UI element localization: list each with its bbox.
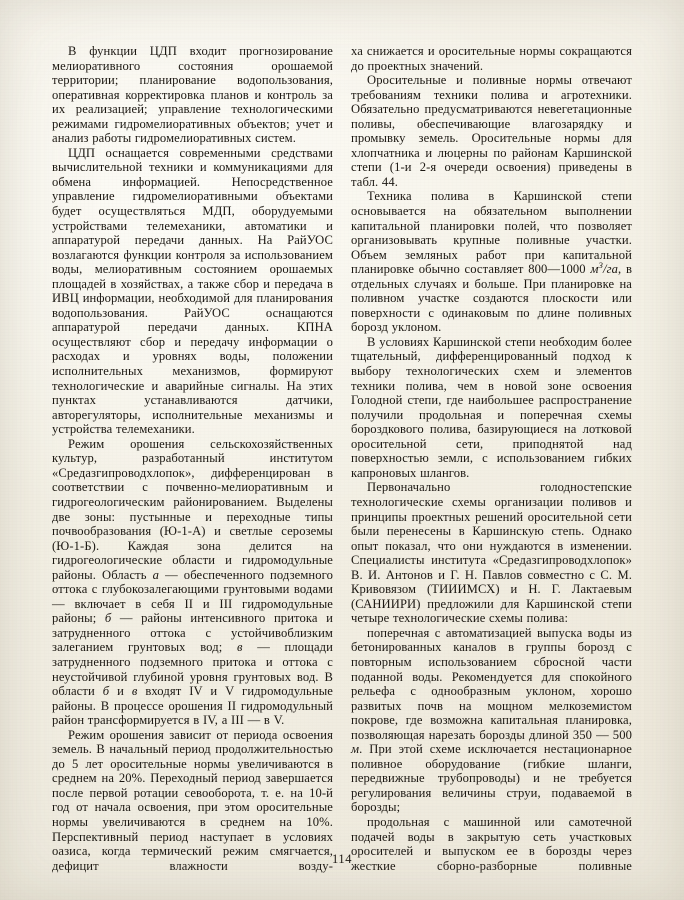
paragraph: Режим орошения зависит от периода освоения земель. В начальный период продолжительностью до 5 лет оросительные нормы увеличиваются в среднем на 20%. Переходный период завершается после первой ротации севооборота, т. е. на 10-й год от начала освоения, при этом оросительные нормы увеличиваются в среднем на 10%. Перспективный период наступает в условиях оазиса, когда термический режим смягчается, дефицит влажности возду- (52, 727, 333, 873)
paragraph-list-item: поперечная с автоматизацией выпуска воды из бетонированных каналов в группы борозд с повторным использованием сбросной части поданной воды. Рекомендуется для спокойного рельефа с однообразным уклоном, хорошо развитых почв на мощном мелкоземистом покрове, где возможна капитальная планировка, позволяющая нарезать борозды длиной 350 — 500 м. При этой схеме исключается нестационарное поливное оборудование (гибкие шланги, передвижные трубопроводы) и не требуется регулирования величины струи, подаваемой в борозды; (351, 625, 632, 815)
inline-unit-italic: $м^3/га$ (590, 260, 619, 277)
inline-italic-marker: в (236, 640, 243, 655)
inline-italic-marker: в (131, 684, 138, 699)
paragraph: Первоначально голодностепские технологические схемы организации поливов и принципы проектных решений оросительной сети были перенесены в Каршинскую степь. Однако опыт показал, что они нуждаются в изменении. Специалисты института «Средазгипроводхлопок» В. И. Антонов и Г. Н. Павлов совместно с С. М. Кривовязом (ТИИИМСХ) и Н. Г. Лактаевым (САНИИРИ) предложили для Каршинской степи четыре технологические схемы полива: (351, 480, 632, 626)
paragraph: В функции ЦДП входит прогнозирование мелиоративного состояния орошаемой территории; планирование водопользования, оперативная корректировка планов и контроль за их реализацией; управление технологическими режимами гидромелиоративных объектов; учет и анализ работы гидромелиоративных систем. (52, 44, 333, 146)
inline-italic-marker: б (104, 611, 112, 626)
left-column (52, 44, 333, 873)
inline-italic-marker: а (152, 567, 160, 582)
inline-italic-marker: м (351, 742, 360, 757)
superscript-exponent: 3 (598, 260, 603, 271)
paragraph: Оросительные и поливные нормы отвечают требованиям техники полива и агротехники. Обязательно предусматриваются невегетационные поливы, обеспечивающие влагозарядку и промывку земель. Оросительные нормы для хлопчатника и люцерны по районам Каршинской степи (1-и 2-я очереди освоения) приведены в табл. 44. (351, 73, 632, 189)
inline-italic-marker: б (102, 684, 110, 699)
paragraph: Режим орошения сельскохозяйственных культур, разработанный институтом «Средазгипроводхлопок», дифференцирован в соответствии с почвенно-мелиоративным и гидрогеологическим районированием. Выделены две зоны: пустынные и переходные типы почвообразования (Ю-1-А) и светлые сероземы (Ю-1-Б). Каждая зона делится на гидрогеологические области и гидромодульные районы. Область а — обеспеченного подземного оттока с глубокозалегающими грунтовыми водами — включает в себя II и III гидромодульные районы; б — районы интенсивного притока и затрудненного оттока с устойчивоблизким залеганием грунтовых вод; в — площади затрудненного подземного притока и оттока с неустойчивой глубиной уровня грунтовых вод. В области б и в входят IV и V гидромодульные районы. В процессе орошения II гидромодульный район трансформируется в IV, а III — в V. (52, 436, 333, 728)
paragraph: ЦДП оснащается современными средствами вычислительной техники и коммуникациями для обмена информацией. Непосредственное управление гидромелиоративными объектами будет осуществляться МДП, оборудуемыми устройствами телемеханики, автоматики и аппаратурой передачи данных. На РайУОС возлагаются функции контроля за использованием воды, мелиоративным состоянием орошаемых площадей в хозяйствах, а также сбор и передача в ИВЦ информации, необходимой для планирования водопользования. РайУОС оснащаются аппаратурой передачи данных. КПНА осуществляют сбор и передачу информации о расходах и уровнях воды, положении исполнительных механизмов, формируют технологические и аварийные сигналы. На этих пунктах устанавливаются датчики, авторегуляторы, исполнительные механизмы и устройства телемеханики. (52, 145, 333, 437)
paragraph-list-item: продольная с машинной или самотечной подачей воды в закрытую сеть участковых оросителей и выпуском ее в борозды через жесткие сборно-разборные поливные (351, 814, 632, 873)
two-column-text-block (52, 44, 632, 873)
paragraph: Техника полива в Каршинской степи основывается на обязательном выполнении капитальной планировки полей, что позволяет организовывать крупные поливные участки. Объем земляных работ при капитальной планировке обычно составляет 800—1000 $м^3/га$, в отдельных случаях и больше. При планировке на поливном участке создаются плоскости или поверхности с одинаковым по длине поливных борозд уклоном. (351, 189, 632, 335)
page-number: 114 (331, 852, 353, 866)
paragraph-continuation: ха снижается и оросительные нормы сокращаются до проектных значений. (351, 44, 632, 73)
right-column (351, 44, 632, 873)
paragraph: В условиях Каршинской степи необходим более тщательный, дифференцированный подход к выбору технологических схем и элементов техники полива, чем в новой зоне освоения Голодной степи, где наибольшее распространение получили продольная и поперечная схемы бороздкового полива, базирующиеся на лотковой оросительной сети, приподнятой над поверхностью земли, с использованием гибких капроновых шлангов. (351, 334, 632, 480)
